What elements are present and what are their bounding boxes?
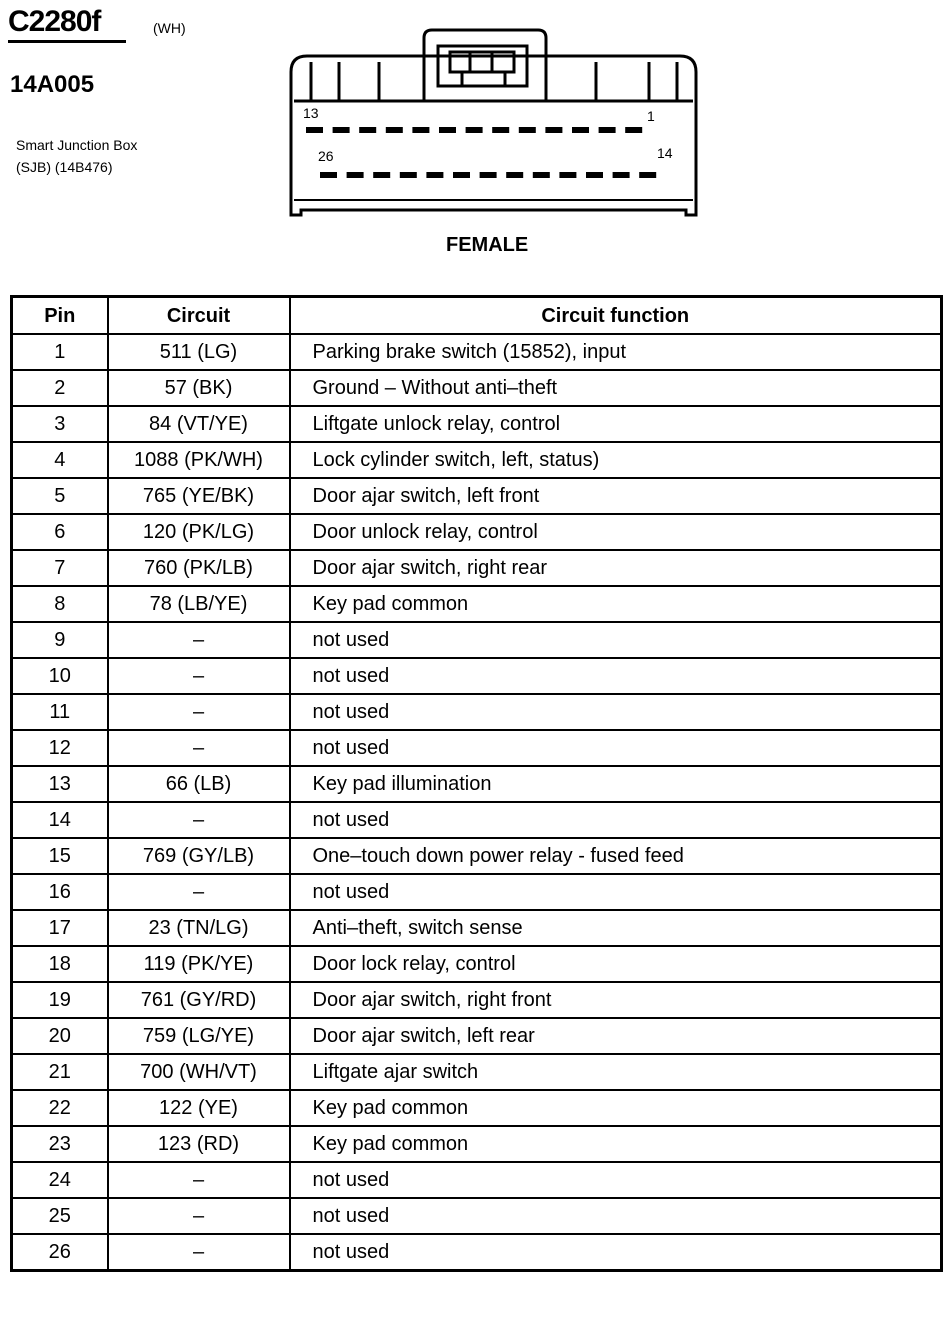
pin-cavity bbox=[412, 127, 429, 133]
pin-cell: 10 bbox=[12, 658, 108, 694]
pin-cell: 12 bbox=[12, 730, 108, 766]
circuit-function-cell: not used bbox=[290, 622, 942, 658]
circuit-function-cell: Lock cylinder switch, left, status) bbox=[290, 442, 942, 478]
pin-cell: 19 bbox=[12, 982, 108, 1018]
table-row bbox=[12, 946, 942, 982]
header-circuit: Circuit bbox=[108, 297, 290, 335]
table-row bbox=[12, 1198, 942, 1234]
table-row bbox=[12, 514, 942, 550]
pin-cavity bbox=[347, 172, 364, 178]
table-row bbox=[12, 622, 942, 658]
pin-cell: 16 bbox=[12, 874, 108, 910]
table-row bbox=[12, 802, 942, 838]
circuit-function-cell: not used bbox=[290, 730, 942, 766]
circuit-cell: 120 (PK/LG) bbox=[108, 514, 290, 550]
table-row bbox=[12, 658, 942, 694]
pin-cavity bbox=[506, 172, 523, 178]
pin-cell: 25 bbox=[12, 1198, 108, 1234]
table-row bbox=[12, 406, 942, 442]
circuit-function-cell: Key pad common bbox=[290, 586, 942, 622]
latch-icon bbox=[424, 30, 546, 101]
pin-cavity bbox=[306, 127, 323, 133]
pin-cell: 8 bbox=[12, 586, 108, 622]
pin-cell: 6 bbox=[12, 514, 108, 550]
circuit-cell: 769 (GY/LB) bbox=[108, 838, 290, 874]
pin-cell: 23 bbox=[12, 1126, 108, 1162]
circuit-cell: 78 (LB/YE) bbox=[108, 586, 290, 622]
table-row bbox=[12, 478, 942, 514]
table-row bbox=[12, 730, 942, 766]
circuit-function-cell: Anti–theft, switch sense bbox=[290, 910, 942, 946]
circuit-function-cell: Ground – Without anti–theft bbox=[290, 370, 942, 406]
connector-color-code: (WH) bbox=[153, 20, 186, 36]
pin-cavity bbox=[625, 127, 642, 133]
circuit-cell: 122 (YE) bbox=[108, 1090, 290, 1126]
circuit-function-cell: not used bbox=[290, 802, 942, 838]
pin-cavity bbox=[559, 172, 576, 178]
pin-label-13: 13 bbox=[303, 105, 319, 121]
header-pin: Pin bbox=[12, 297, 108, 335]
pin-cavity bbox=[373, 172, 390, 178]
pin-cell: 15 bbox=[12, 838, 108, 874]
pin-label-26: 26 bbox=[318, 148, 334, 164]
circuit-cell: 123 (RD) bbox=[108, 1126, 290, 1162]
pin-cavity bbox=[533, 172, 550, 178]
circuit-function-cell: Key pad common bbox=[290, 1126, 942, 1162]
pin-cell: 21 bbox=[12, 1054, 108, 1090]
table-row bbox=[12, 370, 942, 406]
component-name-line2: (SJB) (14B476) bbox=[16, 159, 113, 175]
circuit-function-cell: Door lock relay, control bbox=[290, 946, 942, 982]
circuit-function-cell: not used bbox=[290, 1162, 942, 1198]
circuit-function-cell: Door ajar switch, left rear bbox=[290, 1018, 942, 1054]
pin-cell: 7 bbox=[12, 550, 108, 586]
pin-cavity bbox=[572, 127, 589, 133]
circuit-cell: – bbox=[108, 694, 290, 730]
circuit-cell: – bbox=[108, 658, 290, 694]
circuit-function-cell: Door unlock relay, control bbox=[290, 514, 942, 550]
circuit-cell: 511 (LG) bbox=[108, 334, 290, 370]
circuit-cell: – bbox=[108, 874, 290, 910]
circuit-cell: 761 (GY/RD) bbox=[108, 982, 290, 1018]
part-number: 14A005 bbox=[10, 71, 95, 98]
pin-cell: 24 bbox=[12, 1162, 108, 1198]
table-row bbox=[12, 442, 942, 478]
pin-cavity bbox=[599, 127, 616, 133]
circuit-function-cell: Parking brake switch (15852), input bbox=[290, 334, 942, 370]
pin-row-top bbox=[306, 127, 642, 133]
pin-cell: 4 bbox=[12, 442, 108, 478]
header-circuit-function: Circuit function bbox=[290, 297, 942, 335]
circuit-function-cell: not used bbox=[290, 658, 942, 694]
pin-cell: 18 bbox=[12, 946, 108, 982]
table-header-row bbox=[12, 297, 942, 335]
circuit-function-cell: Door ajar switch, right front bbox=[290, 982, 942, 1018]
table-row bbox=[12, 334, 942, 370]
pin-row-bottom bbox=[320, 172, 656, 178]
circuit-cell: 765 (YE/BK) bbox=[108, 478, 290, 514]
circuit-function-cell: not used bbox=[290, 874, 942, 910]
circuit-cell: 1088 (PK/WH) bbox=[108, 442, 290, 478]
circuit-function-cell: Key pad common bbox=[290, 1090, 942, 1126]
connector-id: C2280f bbox=[8, 5, 101, 38]
pin-cell: 5 bbox=[12, 478, 108, 514]
table-row bbox=[12, 766, 942, 802]
circuit-function-cell: not used bbox=[290, 1198, 942, 1234]
pin-cell: 14 bbox=[12, 802, 108, 838]
circuit-function-cell: not used bbox=[290, 1234, 942, 1271]
pin-cavity bbox=[480, 172, 497, 178]
circuit-cell: – bbox=[108, 802, 290, 838]
pin-cavity bbox=[613, 172, 630, 178]
circuit-cell: – bbox=[108, 1198, 290, 1234]
table-row bbox=[12, 694, 942, 730]
table-row bbox=[12, 1054, 942, 1090]
pin-cavity bbox=[359, 127, 376, 133]
table-row bbox=[12, 1126, 942, 1162]
pin-cell: 20 bbox=[12, 1018, 108, 1054]
table-row bbox=[12, 1162, 942, 1198]
pin-cavity bbox=[400, 172, 417, 178]
pin-cell: 9 bbox=[12, 622, 108, 658]
pin-cavity bbox=[320, 172, 337, 178]
circuit-cell: – bbox=[108, 1162, 290, 1198]
pin-cavity bbox=[333, 127, 350, 133]
circuit-function-cell: Liftgate unlock relay, control bbox=[290, 406, 942, 442]
pin-label-1: 1 bbox=[647, 108, 655, 124]
circuit-function-cell: Door ajar switch, right rear bbox=[290, 550, 942, 586]
table-row bbox=[12, 1090, 942, 1126]
circuit-cell: 66 (LB) bbox=[108, 766, 290, 802]
table-row bbox=[12, 586, 942, 622]
pinout-table bbox=[10, 295, 943, 1272]
pin-cell: 11 bbox=[12, 694, 108, 730]
pin-cavity bbox=[519, 127, 536, 133]
circuit-cell: – bbox=[108, 1234, 290, 1271]
circuit-cell: 759 (LG/YE) bbox=[108, 1018, 290, 1054]
circuit-function-cell: Liftgate ajar switch bbox=[290, 1054, 942, 1090]
component-name-line1: Smart Junction Box bbox=[16, 137, 138, 153]
table-row bbox=[12, 1234, 942, 1271]
pin-cell: 22 bbox=[12, 1090, 108, 1126]
circuit-cell: 760 (PK/LB) bbox=[108, 550, 290, 586]
connector-face-label: FEMALE bbox=[446, 234, 529, 256]
table-row bbox=[12, 874, 942, 910]
pin-cavity bbox=[492, 127, 509, 133]
pin-cell: 13 bbox=[12, 766, 108, 802]
pin-cavity bbox=[545, 127, 562, 133]
table-row bbox=[12, 982, 942, 1018]
pin-cavity bbox=[466, 127, 483, 133]
pin-cavity bbox=[386, 127, 403, 133]
circuit-function-cell: not used bbox=[290, 694, 942, 730]
circuit-function-cell: Door ajar switch, left front bbox=[290, 478, 942, 514]
pin-cavity bbox=[586, 172, 603, 178]
pin-cavity bbox=[426, 172, 443, 178]
circuit-function-cell: Key pad illumination bbox=[290, 766, 942, 802]
pin-label-14: 14 bbox=[657, 145, 673, 161]
pin-cell: 26 bbox=[12, 1234, 108, 1271]
pin-cavity bbox=[439, 127, 456, 133]
connector-housing bbox=[291, 56, 696, 215]
circuit-function-cell: One–touch down power relay - fused feed bbox=[290, 838, 942, 874]
circuit-cell: 57 (BK) bbox=[108, 370, 290, 406]
pin-cavity bbox=[639, 172, 656, 178]
pin-cell: 2 bbox=[12, 370, 108, 406]
circuit-cell: 84 (VT/YE) bbox=[108, 406, 290, 442]
table-row bbox=[12, 550, 942, 586]
pin-cavity bbox=[453, 172, 470, 178]
circuit-cell: – bbox=[108, 622, 290, 658]
table-row bbox=[12, 910, 942, 946]
circuit-cell: – bbox=[108, 730, 290, 766]
table-row bbox=[12, 838, 942, 874]
circuit-cell: 23 (TN/LG) bbox=[108, 910, 290, 946]
circuit-cell: 700 (WH/VT) bbox=[108, 1054, 290, 1090]
table-row bbox=[12, 1018, 942, 1054]
pin-cell: 1 bbox=[12, 334, 108, 370]
pin-cell: 17 bbox=[12, 910, 108, 946]
pin-cell: 3 bbox=[12, 406, 108, 442]
circuit-cell: 119 (PK/YE) bbox=[108, 946, 290, 982]
